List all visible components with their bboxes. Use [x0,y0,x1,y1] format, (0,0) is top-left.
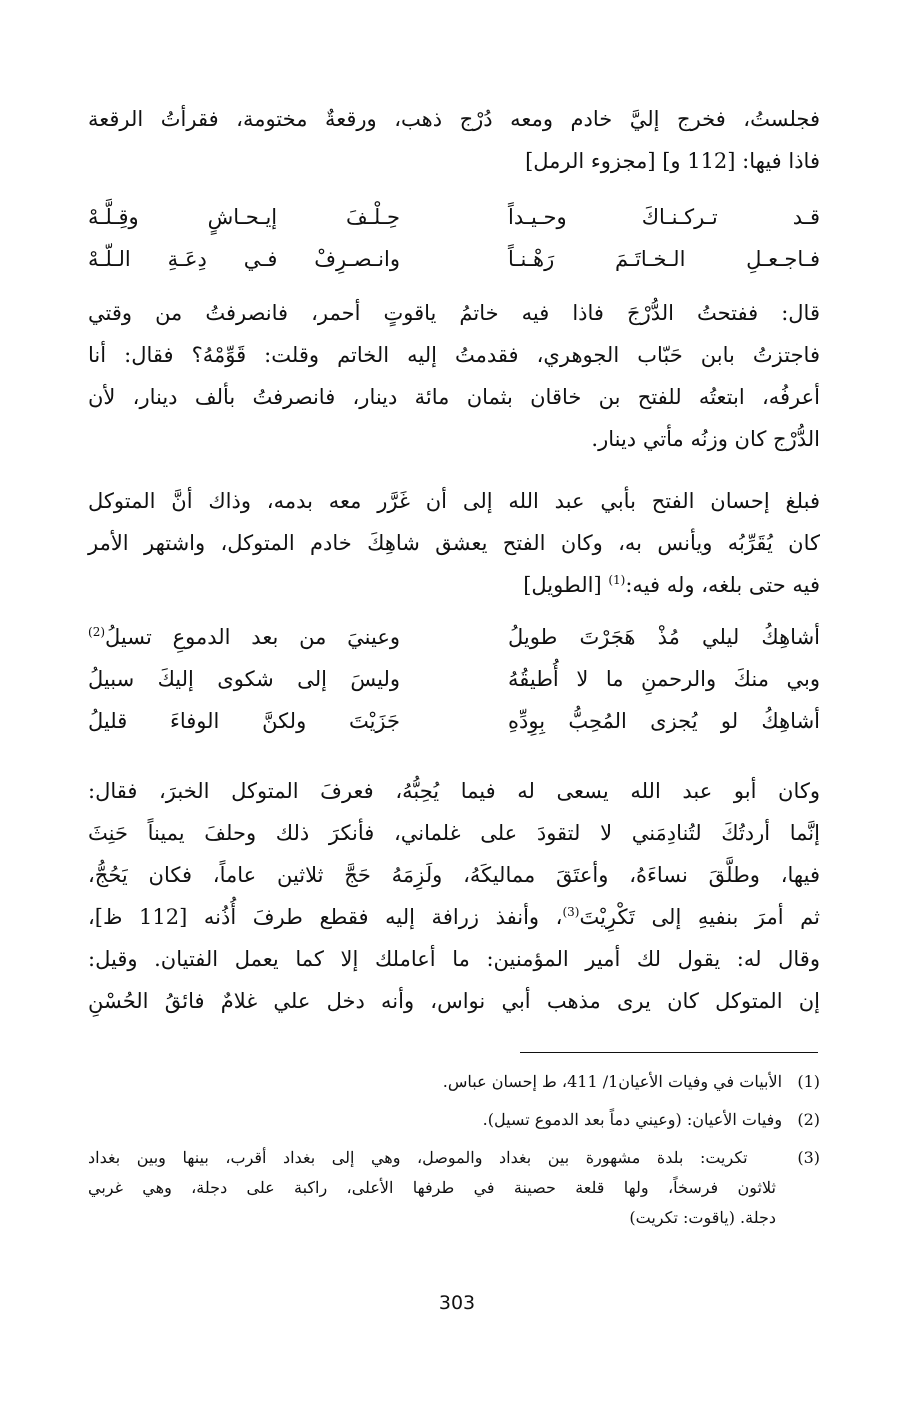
verse [88,700,820,742]
verse-first-hemistich: أشاهِكُ لو يُجزى المُحِبُّ بِوِدِّهِ [508,709,820,733]
text-fragment: ثم أمرَ بنفيهِ إلى تَكْرِيْتَ [579,905,820,929]
text-line: قال: ففتحتُ الدُّرْجَ فاذا فيه خاتمُ ياقوتٍ أحمر، فانصرفتُ من وقتي [88,301,820,325]
text-line: فيها، وطلَّقَ نساءَهُ، وأعتَقَ مماليكَهُ، ولَزِمَهُ حَجَّ ثلاثين عاماً، فكان يَحُجُّ، [88,863,820,887]
footnote-ref: (2) [88,625,106,639]
text-fragment: فيه حتى بلغه، وله فيه: [625,573,820,597]
footnote-number: (1) [797,1072,820,1091]
footnote-1 [88,1067,820,1097]
hemistich-text: وعينيَ من بعد الدموعِ تسيلُ [105,625,400,649]
footnote-text: تكريت: بلدة مشهورة بين بغداد والموصل، وهي إلى بغداد أقرب، بينها وبين بغداد [88,1148,748,1167]
footnote-text: ثلاثون فرسخاً، ولها قلعة حصينة في طرفها الأعلى، راكبة على دجلة، وهي غربي [88,1178,776,1197]
text-line: إن المتوكل كان يرى مذهب أبي نواس، وأنه دخل علي غلامٌ فائقُ الحُسْنِ [88,989,820,1013]
meter-label: [الطويل] [523,573,602,597]
verse [88,238,820,280]
text-line: وقال له: يقول لك أمير المؤمنين: ما أعاملك إلا كما يعمل الفتيان. وقيل: [88,947,820,971]
verse [88,658,820,700]
text-line: إنَّما أردتُكَ لتُنادِمَني لا لتقودَ على غلماني، فأنكرَ ذلك وحلفَ يميناً حَنِثَ [88,821,820,845]
footnote-text: دجلة. (ياقوت: تكريت) [629,1208,776,1227]
verse-second-hemistich: حِـلْـفَ إيـحـاشٍ وقِـلَّـهْ [88,205,400,229]
footnote-number: (3) [797,1148,820,1167]
page-number: 303 [438,1292,476,1314]
verse-second-hemistich: جَزَيْتَ ولكنَّ الوفاءَ قليلُ [88,709,400,733]
footnote-separator [520,1052,818,1053]
paragraph-2 [88,292,820,460]
paragraph-3 [88,480,820,606]
verse [88,196,820,238]
poem-1 [88,196,820,280]
verse [88,616,820,658]
footnotes [88,1067,820,1233]
footnote-ref: (1) [608,573,626,587]
text-line: الدُّرْج كان وزنُه مأتي دينار. [591,427,820,451]
verse-first-hemistich: أشاهِكُ ليلي مُذْ هَجَرْتَ طويلُ [508,625,820,649]
text-line: فاذا فيها: [112 و] [مجزوء الرمل] [525,149,820,173]
verse-first-hemistich: فـاجـعـلِ الـخـاتَـمَ رَهْـنـاً [508,247,820,271]
text-line: فبلغ إحسان الفتح بأبي عبد الله إلى أن غَرَّر معه بدمه، وذاك أنَّ المتوكل [88,489,820,513]
text-line: وكان أبو عبد الله يسعى له فيما يُحِبُّهُ، فعرفَ المتوكل الخبرَ، فقال: [88,779,820,803]
footnote-number: (2) [797,1110,820,1129]
text-fragment: ، وأنفذ زرافة إليه فقطع طرفَ أُذُنه [112 ظ]، [88,905,563,929]
verse-second-hemistich: وليسَ إلى شكوى إليكَ سبيلُ [88,667,400,691]
verse-first-hemistich: وبي منكَ والرحمنِ ما لا أُطيقُهُ [508,667,820,691]
text-line [88,564,820,606]
verse-second-hemistich [88,616,400,658]
footnote-ref: (3) [562,905,580,919]
text-line: أعرفُه، ابتعتُه للفتح بن خاقان بثمان مائة دينار، فانصرفتُ بألف دينار، لأن [88,385,820,409]
paragraph-4 [88,770,820,1022]
footnote-3 [88,1143,820,1173]
text-line: فاجتزتُ بابن حَبّاب الجوهري، فقدمتُ إليه الخاتم وقلت: قَوِّمْهُ؟ فقال: أنا [88,343,820,367]
footnote-text: وفيات الأعيان: (وعيني دماً بعد الدموع تسيل). [482,1110,783,1129]
paragraph-1 [88,98,820,182]
verse-first-hemistich: قـد تـركـنـاكَ وحـيـداً [508,205,820,229]
footnote-2 [88,1105,820,1135]
text-line: كان يُقَرِّبُه ويأنس به، وكان الفتح يعشق شاهِكَ خادم المتوكل، واشتهر الأمر [88,531,820,555]
footnote-text: الأبيات في وفيات الأعيان1/ 411، ط إحسان عباس. [442,1072,783,1091]
text-line [88,896,820,938]
verse-second-hemistich: وانـصـرِفْ فـي دِعَـةِ الـلّـهْ [88,247,400,271]
text-line: فجلستُ، فخرج إليَّ خادم ومعه دُرْج ذهب، ورقعةٌ مختومة، فقرأتُ الرقعة [88,107,820,131]
poem-2 [88,616,820,742]
